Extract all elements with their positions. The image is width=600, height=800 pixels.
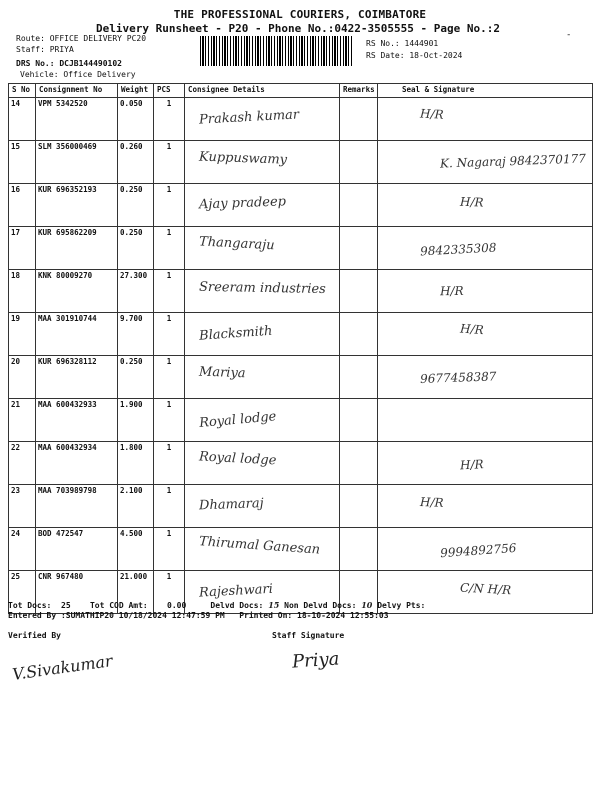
table-row [9, 141, 593, 184]
staff: Staff: PRIYA [16, 45, 74, 54]
row-remarks [340, 98, 378, 141]
seal-handwriting: C/N H/R [459, 580, 512, 598]
printed-on: Printed On: 18-10-2024 12:55:03 [239, 611, 389, 620]
row-consignee [185, 356, 340, 399]
consignee-handwriting: Sreeram industries [198, 279, 326, 298]
row-pcs: 1 [154, 227, 185, 270]
table-row [9, 184, 593, 227]
col-pcs: PCS [154, 84, 185, 98]
row-pcs: 1 [154, 442, 185, 485]
row-weight: 0.250 [118, 227, 154, 270]
row-consignment-no: KNK 80009270 [36, 270, 118, 313]
delvy-pts-label: Delvy Pts: [377, 601, 426, 610]
row-remarks [340, 399, 378, 442]
col-consignee: Consignee Details [185, 84, 340, 98]
table-row [9, 98, 593, 141]
row-pcs: 1 [154, 399, 185, 442]
row-weight: 0.260 [118, 141, 154, 184]
seal-handwriting: 9842335308 [419, 240, 497, 259]
col-sno: S No [9, 84, 36, 98]
row-pcs: 1 [154, 270, 185, 313]
row-weight: 4.500 [118, 528, 154, 571]
table-row [9, 227, 593, 270]
company-title: THE PROFESSIONAL COURIERS, COIMBATORE [173, 8, 427, 21]
col-consignment: Consignment No [36, 84, 118, 98]
row-weight: 1.900 [118, 399, 154, 442]
row-seal-signature [378, 485, 593, 528]
row-consignment-no: KUR 695862209 [36, 227, 118, 270]
table-row [9, 270, 593, 313]
row-remarks [340, 442, 378, 485]
col-seal: Seal & Signature [378, 84, 593, 98]
tot-cod-label: Tot COD Amt: [89, 601, 148, 610]
row-sno: 15 [9, 141, 36, 184]
consignee-handwriting: Royal lodge [198, 449, 277, 469]
consignee-handwriting: Prakash kumar [198, 107, 300, 128]
seal-handwriting: 9994892756 [439, 540, 517, 561]
non-delvd-label: Non Delvd Docs: [284, 601, 357, 610]
row-weight: 0.250 [118, 356, 154, 399]
row-consignee [185, 184, 340, 227]
row-sno: 25 [9, 571, 36, 614]
runsheet-table [8, 83, 593, 614]
vehicle: Vehicle: Office Delivery [20, 70, 136, 79]
staff-signature: Priya [291, 648, 341, 673]
row-sno: 23 [9, 485, 36, 528]
row-sno: 16 [9, 184, 36, 227]
row-sno: 17 [9, 227, 36, 270]
row-consignee [185, 313, 340, 356]
row-consignment-no: MAA 600432934 [36, 442, 118, 485]
row-consignment-no: MAA 703989798 [36, 485, 118, 528]
row-pcs: 1 [154, 184, 185, 227]
corner-mark: - [566, 30, 572, 40]
row-seal-signature [378, 270, 593, 313]
row-pcs: 1 [154, 313, 185, 356]
row-weight: 9.700 [118, 313, 154, 356]
row-sno: 24 [9, 528, 36, 571]
row-sno: 14 [9, 98, 36, 141]
row-pcs: 1 [154, 528, 185, 571]
row-remarks [340, 313, 378, 356]
consignee-handwriting: Mariya [198, 364, 246, 382]
row-consignee [185, 528, 340, 571]
rs-date: RS Date: 18-Oct-2024 [366, 51, 463, 60]
row-consignee [185, 270, 340, 313]
consignee-handwriting: Kuppuswamy [198, 149, 288, 168]
row-consignee [185, 399, 340, 442]
row-consignment-no: VPM 5342520 [36, 98, 118, 141]
row-consignment-no: SLM 356000469 [36, 141, 118, 184]
rs-number: RS No.: 1444901 [366, 39, 439, 48]
table-row [9, 399, 593, 442]
table-row [9, 356, 593, 399]
table-row [9, 313, 593, 356]
table-row [9, 485, 593, 528]
row-weight: 21.000 [118, 571, 154, 614]
consignee-handwriting: Thirumal Ganesan [198, 534, 321, 558]
row-sno: 18 [9, 270, 36, 313]
seal-handwriting: 9677458387 [419, 369, 497, 386]
row-pcs: 1 [154, 485, 185, 528]
footer-totals [8, 600, 425, 610]
consignee-handwriting: Royal lodge [198, 409, 277, 431]
seal-handwriting: K. Nagaraj 9842370177 [439, 151, 587, 171]
row-sno: 20 [9, 356, 36, 399]
consignee-handwriting: Blacksmith [198, 323, 273, 344]
row-remarks [340, 184, 378, 227]
row-seal-signature [378, 227, 593, 270]
seal-handwriting: H/R [459, 321, 485, 338]
runsheet-subtitle: Delivery Runsheet - P20 - Phone No.:0422-3505555 - Page No.:2 [96, 22, 500, 35]
row-weight: 0.250 [118, 184, 154, 227]
row-consignment-no: MAA 600432933 [36, 399, 118, 442]
row-pcs: 1 [154, 141, 185, 184]
row-consignment-no: BOD 472547 [36, 528, 118, 571]
row-consignment-no: KUR 696328112 [36, 356, 118, 399]
footer-entry [8, 611, 389, 620]
row-consignee [185, 485, 340, 528]
row-remarks [340, 485, 378, 528]
col-remarks: Remarks [340, 84, 378, 98]
row-seal-signature [378, 356, 593, 399]
row-seal-signature [378, 98, 593, 141]
consignee-handwriting: Dhamaraj [198, 496, 264, 514]
tot-docs-value: 25 [61, 601, 71, 610]
row-consignment-no: CNR 967480 [36, 571, 118, 614]
row-pcs: 1 [154, 98, 185, 141]
staff-signature-label: Staff Signature [272, 631, 345, 640]
entered-by: Entered By :SUMATHIP20 10/18/2024 12:47:59 PM [8, 611, 225, 620]
table-row [9, 442, 593, 485]
row-remarks [340, 141, 378, 184]
row-sno: 21 [9, 399, 36, 442]
delvd-docs-value: 15 [268, 600, 280, 610]
row-remarks [340, 270, 378, 313]
seal-handwriting: H/R [459, 457, 484, 473]
drs-number: DRS No.: DCJB144490102 [16, 59, 122, 68]
row-remarks [340, 356, 378, 399]
row-sno: 22 [9, 442, 36, 485]
table-header-row [9, 84, 593, 98]
seal-handwriting: H/R [459, 194, 484, 210]
non-delvd-value: 10 [361, 600, 373, 610]
row-seal-signature [378, 184, 593, 227]
consignee-handwriting: Rajeshwari [198, 581, 274, 601]
delvd-docs-label: Delvd Docs: [210, 601, 264, 610]
barcode-image [200, 36, 352, 66]
verifier-signature: V.Sivakumar [11, 651, 114, 684]
route: Route: OFFICE DELIVERY PC20 [16, 34, 147, 43]
row-remarks [340, 227, 378, 270]
seal-handwriting: H/R [419, 106, 444, 122]
row-weight: 0.050 [118, 98, 154, 141]
row-consignee [185, 141, 340, 184]
seal-handwriting: H/R [419, 495, 444, 510]
row-remarks [340, 528, 378, 571]
row-consignee [185, 442, 340, 485]
seal-handwriting: H/R [439, 283, 464, 299]
row-seal-signature [378, 399, 593, 442]
row-pcs: 1 [154, 356, 185, 399]
row-seal-signature [378, 141, 593, 184]
consignee-handwriting: Ajay pradeep [198, 194, 287, 213]
row-seal-signature [378, 442, 593, 485]
row-weight: 1.800 [118, 442, 154, 485]
row-sno: 19 [9, 313, 36, 356]
tot-docs-label: Tot Docs: [8, 601, 52, 610]
row-weight: 27.300 [118, 270, 154, 313]
tot-cod-value: 0.00 [167, 601, 187, 610]
consignee-handwriting: Thangaraju [198, 234, 275, 254]
row-consignee [185, 98, 340, 141]
table-row [9, 528, 593, 571]
seal-handwriting [440, 405, 589, 418]
row-seal-signature [378, 528, 593, 571]
verified-by-label: Verified By [8, 631, 61, 640]
row-pcs: 1 [154, 571, 185, 614]
row-consignment-no: MAA 301910744 [36, 313, 118, 356]
col-weight: Weight [118, 84, 154, 98]
row-consignee [185, 227, 340, 270]
row-seal-signature [378, 313, 593, 356]
row-consignment-no: KUR 696352193 [36, 184, 118, 227]
row-weight: 2.100 [118, 485, 154, 528]
